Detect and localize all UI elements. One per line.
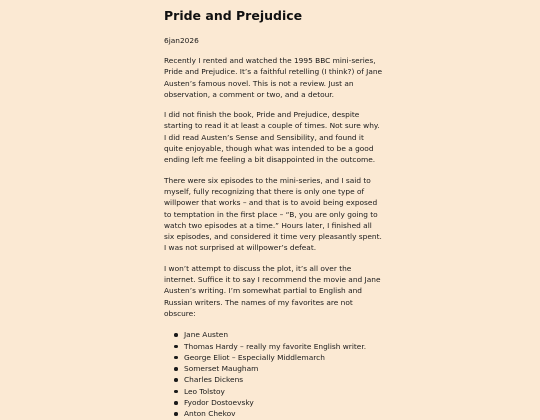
paragraph-intro: Recently I rented and watched the 1995 BBC mini-series, Pride and Prejudice. It’s a faithful retelling (I think?) of Jane Austen’s famous novel. This is not a review. Just an observation, a comment or two, and a detour. — [164, 56, 383, 99]
post-date: 6jan2026 — [164, 36, 199, 45]
list-item — [174, 386, 384, 397]
list-item — [174, 363, 384, 374]
list-item — [174, 374, 384, 385]
list-item-text: Leo Tolstoy — [184, 386, 225, 396]
list-item-text: Somerset Maugham — [184, 364, 259, 374]
list-item-text: Fyodor Dostoevsky — [184, 398, 254, 408]
bullet-icon — [174, 356, 178, 360]
list-item — [174, 329, 384, 340]
paragraph-writers: I won’t attempt to discuss the plot, it’s all over the internet. Suffice it to say I recommend the movie and Jane Austen’s writing. I’m somewhat partial to English and Russian writers. The names of my favorites are not obscure: — [164, 263, 381, 318]
list-item — [174, 397, 384, 408]
bullet-icon — [174, 390, 178, 394]
paragraph-willpower: There were six episodes to the mini-series, and I said to myself, fully recognizing that there is only one type of willpower that works – and that is to avoid being exposed to temptation in the first place – “B, you are only going to watch two episodes at a time.” Hours later, I finished all six episodes, and considered it time very pleasantly spent. I was not surprised at willpower’s defeat. — [164, 175, 382, 253]
bullet-icon — [174, 367, 178, 371]
favorite-writers-list — [164, 329, 384, 419]
bullet-icon — [174, 378, 178, 382]
list-item-text: George Eliot – Especially Middlemarch — [184, 352, 325, 362]
paragraph-book: I did not finish the book, Pride and Prejudice, despite starting to read it at least a couple of times. Not sure why. I did read Austen’s Sense and Sensibility, and found it quite enjoyable, though what was intended to be a good ending left me feeling a bit disappointed in the outcome. — [164, 110, 380, 165]
list-item — [174, 408, 384, 419]
list-item-text: Jane Austen — [184, 330, 229, 340]
bullet-icon — [174, 401, 178, 405]
list-item-text: Charles Dickens — [184, 375, 244, 385]
bullet-icon — [174, 333, 178, 337]
article — [164, 8, 384, 420]
list-item — [174, 352, 384, 363]
list-item-text: Anton Chekov — [184, 409, 236, 419]
bullet-icon — [174, 345, 178, 349]
page-title: Pride and Prejudice — [164, 8, 303, 23]
list-item-text: Thomas Hardy – really my favorite English writer. — [184, 341, 367, 351]
list-item — [174, 341, 384, 352]
bullet-icon — [174, 412, 178, 416]
